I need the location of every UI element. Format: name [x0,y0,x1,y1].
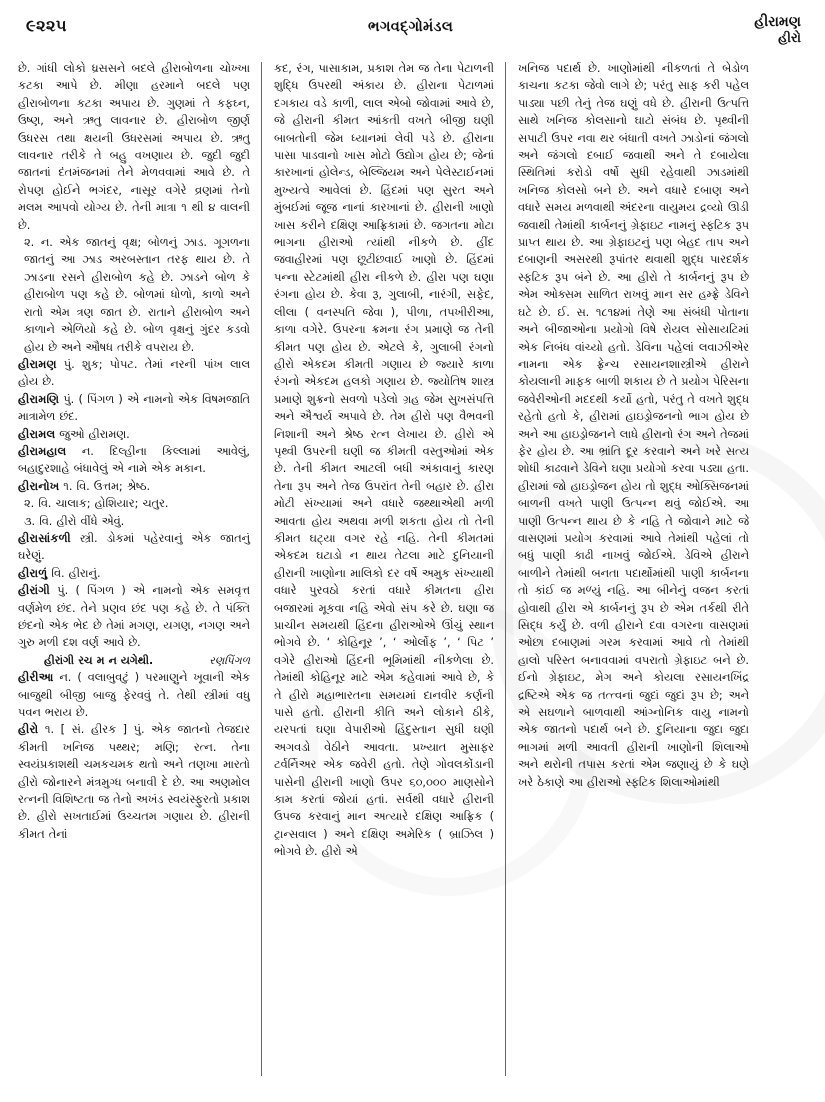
column-divider-1 [261,62,262,1076]
sense-paragraph [18,513,250,530]
running-headword-last: હીરો [778,30,801,46]
entry-definition: ન. દિલ્હીના કિલ્લામાં આવેલું, બહાદુરશાહે બંધાવેલું એ નામે એક મકાન. [18,444,250,476]
entry-definition: ૧. વિ. ઉત્તમ; શ્રેષ્ઠ. [63,479,151,493]
page-number: ૯૨૨૫ [26,16,67,35]
running-head [18,14,807,58]
paragraph-continuation: કદ, રંગ, પાસાકામ, પ્રકાશ તેમ જ તેના પેટાળની શુદ્ધિ ઉપરથી અંકાય છે. હીરાના પેટાળમાં દગકાય વડે કાળી, લાલ એબો જોવામાં આવે છે, જે હીરાની કીમત આંકતી વખતે બીજી ઘણી બાબતોની જેમ ધ્યાનમાં લેવી પડે છે. હીરાના પાસા પાડવાનો ખાસ મોટો ઉદ્યોગ હોય છે; જેનાં કારખાનાં હોલેન્ડ, બેલ્જિયમ અને પેલેસ્ટાઈનમાં મુખ્યત્વે આવેલાં છે. હિંદમાં પણ સુરત અને મુંબઈમાં જૂજ નાનાં કારખાનાં છે. હીરાની ખાણો ખાસ કરીને દક્ષિણ આફ્રિકામાં છે. જગતના મોટા ભાગના હીરાઓ ત્યાંથી નીકળે છે. હીંદ જવાહીરમાં પણ છૂટીછવાઈ ખાણો છે. હિંદમાં પન્ના સ્ટેટમાંથી હીરા નીકળે છે. હીરા પણ ઘણા રંગના હોય છે. કેવા રૂ, ગુલાબી, નારંગી, સફેદ, લીલા ( વનસ્પતિ જેવા ), પીળા, તપખીરીઆ, કાળા વગેરે. ઉપરના ક્રમના રંગ પ્રમાણે જ તેની કીમત પણ હોય છે. એટલે કે, ગુલાબી રંગનો હીરો એકદમ કીમતી ગણાય છે જ્યારે કાળા રંગનો એકદમ હલકો ગણાય છે. જ્યોતિષ શાસ્ત્ર પ્રમાણે શુક્રનો સવળો પડેલો ગ્રહ જેમ સુખસંપત્તિ અને ઐશ્વર્ય અપાવે છે. તેમ હીરો પણ વૈભવની નિશાની અને શ્રેષ્ઠ રત્ન લેખાય છે. હીરો એ પૃથ્વી ઉપરની ઘણી જ કીમતી વસ્તુઓમાં એક છે. તેની કીમત આટલી બધી અંકાવાનું કારણ તેના રૂપ અને તેજ ઉપરાંત તેની બહાર છે. હીરા મોટી સંખ્યામાં અને વધારે જથ્થાએથી મળી આવતા હોય અથવા મળી શકતા હોય તો તેની કીમત ઘટ્યા વગર રહે નહિ. તેની કીમતમાં એકદમ ઘટાડો ન થાય તેટલા માટે દુનિયાની હીરાની ખાણોના માલિકો દર વર્ષે અમુક સંખ્યાથી વધારે પુરવઠો કરતાં વધારે કીમતના હીરા બજારમાં મૂકવા નહિ એવો સંપ કરે છે. ઘણા જ પ્રાચીન સમયથી હિંદના હીરાઓએ ઊંચું સ્થાન ભોગવે છે. ‘ કોહિનૂર ’, ‘ ઓર્લોફ ’, ‘ પિટ ’ વગેરે હીરાઓ હિંદની ભૂમિમાંથી નીકળેલા છે. તેમાંથી કોહિનૂર માટે એમ કહેવામાં આવે છે, કે તે હીરો મહાભારતના સમયમાં દાનવીર કર્ણની પાસે હતો. હીરાની કીતિ અને લોકાને ઠીકે, યરપતાં ઘણા વેપારીઓ હિંદુસ્તાન સુધી ઘણી અગવડો વેઠીને આવતા. પ્રખ્યાત મુસાફર ટર્વર્નિઅર એક જવેરી હતો. તેણે ગોવલકોંડાની પાસેની હીરાની ખાણો ઉપર ૬૦,૦૦૦ માણસોને કામ કરતાં જોયાં હતાં. સર્વથી વધારે હીરાની ઉપજ કરવાનું માન અત્યારે દક્ષિણ આફ્રિક ( ટ્રાન્સવાલ ) અને દક્ષિણ અમેરિક ( બ્રાઝિલ ) ભોગવે છે. હીરો એ [274,62,494,859]
paragraph-continuation: ખનિજ પદાર્થ છે. ખાણોમાંથી નીકળતાં તે બેડોળ કાચના કટકા જેવો લાગે છે; પરંતુ સાફ કરી પહેલ પાડ્યા પછી તેનું તેજ ઘણું વધે છે. હીરાની ઉત્પત્તિ સાથે ખનિજ કોલસાનો ઘાટો સંબંધ છે. પૃથ્વીની સપાટી ઉપર નવા થર બંધાતી વખતે ઝાડોનાં જંગલો અને જંગલો દબાઈ જવાથી અને તે દબાયેલા સ્થિતિમાં કરોડો વર્ષો સુધી રહેવાથી ઝાડમાંથી ખનિજ કોલસો બને છે. અને વધારે દબાણ અને વધારે સમય મળવાથી અંદરના વાયુમય દ્રવ્યો ઊડી જવાથી તેમાંથી કાર્બનનું ગ્રેફાઇટ નામનું સ્ફટિક રૂપ પ્રાપ્ત થાય છે. આ ગ્રેફાઇટનું પણ બેહદ તાપ અને દબાણની અસરથી રૂપાંતર થવાથી શુદ્ધ પારદર્શક સ્ફટિક રૂપ બંને છે. આ હીરો તે કાર્બનનું રૂપ છે એમ ઓક્સમ સાળિત રાખવું માન સર હમ્ફ્રે ડેવિને ઘટે છે. ઈ. સ. ૧૮૧૪માં તેણે આ સંબંધી પોતાના અને બીજાઓના પ્રયોગો વિષે રોયલ સોસાયટિમાં એક નિબંધ વાંચ્યો હતો. ડેવિના પહેલાં લવાઝીએર નામના એક ફ્રેન્ચ રસાયનશાસ્ત્રીએ હીરાને કોયલાની માફક બાળી શકાય છે તે પ્રયોગ પેરિસના જવેરીઓની મદદથી કર્યો હતો, પરંતુ તે વખતે શુદ્ધ રહેતો હતો કે, હીરામાં હાઇડ્રોજનનો ભાગ હોય છે અને આ હાઇડ્રોજનને લાધે હીરાનો રંગ અને તેજમાં ફેર હોય છે. આ ભ્રાંતિ દૂર કરવાને અને ખરે સત્ય શોધી કાઢવાને ડેવિને ઘણા પ્રયોગો કરવા પડ્યા હતા. હીરામાં જો હાઇડ્રોજન હોય તો શુદ્ધ ઓક્સિજનમાં બાળની વખતે પાણી ઉત્પન્ન થવું જોઈએ. આ પાણી ઉત્પન્ન થાય છે કે નહિ તે જોવાને માટે જે વાસણમાં પ્રયોગ કરવામાં આવે તેમાંથી પહેલાં તો બધું પાણી કાઢી નાખવું જોઈએ. ડેવિએ હીરાને બાળીને તેમાંથી બનતા પદાર્થોમાંથી પાણી કાર્બનના તો કાંઈ જ મળ્યું નહિ. આ બીનેનું વજન કરતાં હોવાથી હીરા એ કાર્બનનું રૂપ છે એમ તર્કથી રીતે સિદ્ધ કર્યું છે. વળી હીરાને દવા વગરના વાસણમાં ઓછા દબાણમાં ગરમ કરવામાં આવે તો તેમાંથી હાલો પરિસ્ત બનાવવામાં વપરાતો ગ્રેફાઇટ બને છે. ઈનો ગ્રેફાઇટ, મેગ અને કોયલા રસાયનખિંદ્ર દ્રષ્ટિએ એક જ તત્ત્વનાં જુદાં જુદાં રૂપ છે; અને એ સઘળાને બાળવાથી આંગ્નોનિક વાયુ નામનો એક જાતનો પદાર્થ બને છે. દુનિયાના જુદા જુદા ભાગમાં મળી આવતી હીરાની ખાણોની શિલાઓ અને થરોની તપાસ કરતાં એમ જણાયું છે કે ઘણે ખરે ઠેકાણે આ હીરાઓ સ્ફટિક શિલાઓમાંથી [518,62,749,789]
text-column-1 [18,60,261,1080]
text-column-2 [262,60,505,1080]
entry-headword: હીરાનોખ [18,479,60,493]
entry-definition: પું. શુક; પોપટ. તેમાં નરની પાંખ લાલ હોય છે. [18,357,250,389]
entry-definition: ૧. [ સં. હીરક ] પું. એક જાતનો તેજદાર કીમતી ખનિજ પથ્થર; મણિ; રત્ન. તેના સ્વયંપ્રકાશથી ચમકચમક થતો અને તણખા મારતો હીરો જોનારને મંત્રમુગ્ધ બનાવી દે છે. આ અણમોલ રત્નની વિશિષ્ટતા જ તેનો અખંડ સ્વયંસ્ફુરતો પ્રકાશ છે. હીરો સખતાઈમાં ઉચ્ચતમ ગણાય છે. હીરાની કીમત તેનાં [18,723,251,841]
dictionary-entry [18,391,250,426]
running-headwords [754,14,807,46]
entry-headword: હીરામણિ [18,392,60,406]
citation-source: રણપિંગળ [209,653,250,667]
entry-definition: ન. ( વલાબુવટું ) પરમાણુને ખૂવાની એક બાજુથી બીજી બાજુ ફેરવવું તે. તેથી સ્ત્રીમાં વધુ પવન ભરાય છે. [18,671,251,720]
dictionary-entry [18,443,250,478]
entry-headword: હીરામલ [18,427,56,441]
running-headword-first: હીરામણ [754,14,801,30]
dictionary-entry [18,582,250,652]
sense-text: વિ. ચાલાક; હોશિયાર; ચતુર. [38,497,169,511]
dictionary-entry [18,721,250,843]
entry-headword: હીરામહાલ [18,444,67,458]
dictionary-entry [18,426,250,443]
dictionary-entry [18,669,250,721]
sense-number: ૨. [24,236,35,250]
entry-headword: હીરામણ [18,357,57,371]
paragraph-continuation: છે. ગાંધી લોકો ધ્રસસને બદલે હીરાબોળના ચોખ્ખા કટકા આપે છે. મીણા હરમાને બદલે પણ હીરાબોળના કટકા અપાય છે. ગુણમાં તે કફઘ્ન, ઉષ્ણ, અને ઋતુ લાવનાર છે. હીરાબોળ જીર્ણ ઉધરસ તથા ક્ષયની ઉધરસમાં અપાય છે. ઋતુ લાવનાર તરીકે તે બહુ વખણાય છે. જુદી જુદી જાતનાં દંતમંજનમાં તેને મેળવવામાં આવે છે. તે રોપણ હોઈને ભગંદર, નાસૂર વગેરે વ્રણમાં તેનો મલમ આપવો યોગ્ય છે. તેની માત્રા ૧ થી ૪ વાલની છે. [18,62,250,232]
entry-headword: હીરીઆ [18,671,54,685]
entry-definition: જુઓ હીરામણ. [59,427,130,441]
book-title: ભગવદ્ગોમંડલ [367,19,454,35]
sense-paragraph [18,495,250,512]
dictionary-entry [18,530,250,565]
sense-text: વિ. હીરો વીંધે એવું. [39,514,125,528]
entry-headword: હીરાંગી [18,584,50,598]
column-layout [18,60,807,1080]
entry-definition: સ્ત્રી. ડોકમાં પહેરવાનું એક જાતનું ઘરેણું. [18,531,251,563]
entry-headword: હીરો [18,723,39,737]
dictionary-entry [18,565,250,582]
entry-headword: હીરાળું [18,566,48,580]
dictionary-entry [18,478,250,495]
citation-quote: હીરાંગી રચ મ ન યગેથી. [44,653,154,667]
text-column-3 [506,60,749,1080]
entry-headword: હીરાસાંકળી [18,531,71,545]
entry-definition: પું. ( પિંગળ ) એ નામનો એક વિષમજાતિ માત્રામેળ છંદ. [18,392,251,424]
sense-number: ૩. [24,514,36,528]
column-divider-2 [505,62,506,1076]
dictionary-entry [18,356,250,391]
entry-definition: વિ. હીરાનું. [51,566,101,580]
entry-definition: પું. ( પિંગળ ) એ નામનો એક સમવૃત્ત વર્ણમેળ છંદ. તેને પ્રણવ છંદ પણ કહે છે. તે પંક્તિ છંદનો એક ભેદ છે તેમાં મગણ, યગણ, નગણ અને ગુરુ મળી દશ વર્ણ આવે છે. [18,584,250,650]
sense-number: ૨. [24,497,35,511]
sense-text: ન. એક જાતનું વૃક્ષ; બોળનું ઝાડ. ગૂગળના જાતનું આ ઝાડ અરબસ્તાન તરફ થાય છે. તે ઝાડના રસને હીરાબોળ કહે છે. ઝાડને બોળ કે હીરાબોળ પણ કહે છે. બોળમાં ધોળો, કાળો અને રાતો એમ ત્રણ જાત છે. રાતાને હીરાબોળ અને કાળાને એળિયો કહે છે. બોળ વૃક્ષનું ગુંદર કડવો હોય છે અને ઔષધ તરીકે વપરાય છે. [24,236,250,354]
sense-paragraph [18,234,250,356]
citation-line [18,652,250,669]
